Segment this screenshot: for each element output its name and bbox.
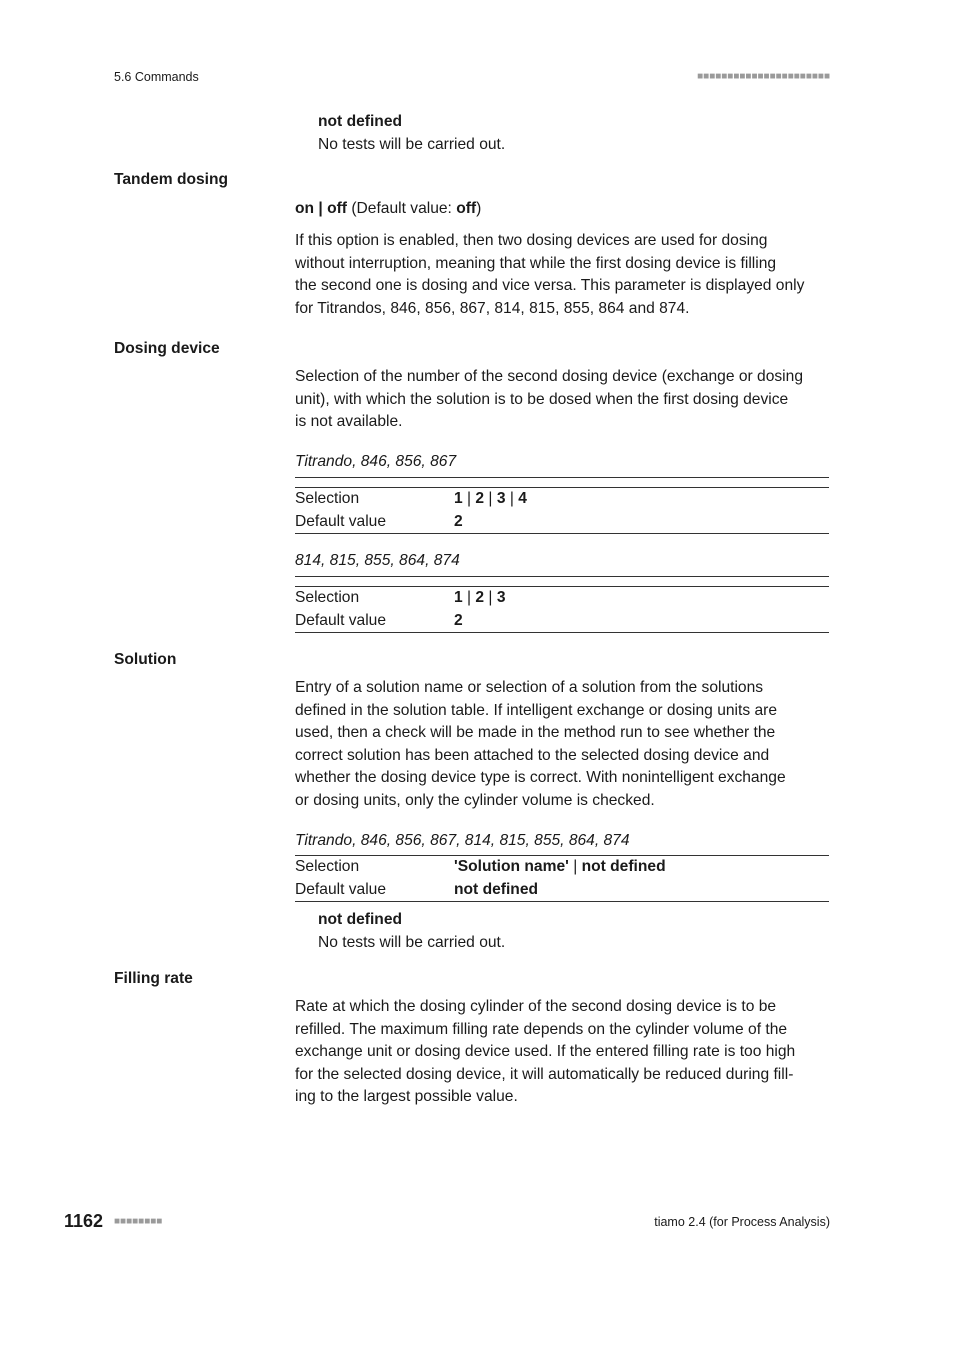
parameter-table [295, 855, 829, 902]
footer-dots: ■■■■■■■■ [114, 1216, 163, 1227]
table-row [295, 511, 829, 534]
row-value: 'Solution name' | not defined [454, 858, 666, 875]
option-term: not defined [318, 113, 403, 130]
row-label: Selection [295, 589, 360, 606]
parameter-table [295, 586, 829, 633]
row-label: Selection [295, 858, 360, 875]
row-label: Default value [295, 512, 387, 530]
row-value: not defined [454, 880, 539, 898]
section-heading-filling-rate: Filling rate [114, 970, 193, 987]
page-number: 1162 [64, 1211, 104, 1231]
row-label: Selection [295, 490, 360, 507]
tandem-description: If this option is enabled, then two dosing devices are used for dosing without interruption, meaning that while the first dosing device is filling the second one is dosing and vice versa. This parameter is displayed only for Titrandos, 846, 856, 867, 814, 815, 855, 864 and 874. [295, 232, 805, 317]
table-row [295, 587, 829, 610]
section-heading-tandem-dosing: Tandem dosing [114, 171, 229, 188]
row-label: Default value [295, 611, 387, 629]
section-heading-solution: Solution [114, 651, 177, 668]
table-caption: Titrando, 846, 856, 867, 814, 815, 855, 864, 874 [295, 832, 630, 849]
row-value: 2 [454, 512, 463, 530]
parameter-table [295, 487, 829, 534]
footer-product-name: tiamo 2.4 (for Process Analysis) [654, 1215, 830, 1229]
table-row [295, 856, 829, 879]
table-caption: 814, 815, 855, 864, 874 [295, 552, 460, 569]
table-top-rule [295, 477, 829, 478]
section-heading-dosing-device: Dosing device [114, 340, 220, 357]
filling-rate-description: Rate at which the dosing cylinder of the second dosing device is to be refilled. The maximum filling rate depends on the cylinder volume of the exchange unit or dosing device used. If the entered filling rate is too high for the selected dosing device, it will automatically be reduced during fill- ing to the largest possible value. [295, 998, 796, 1105]
running-header-dots: ■■■■■■■■■■■■■■■■■■■■■■ [697, 71, 830, 82]
option-term: not defined [318, 911, 403, 928]
row-value: 1 | 2 | 3 | 4 [454, 490, 527, 507]
row-value: 2 [454, 611, 463, 629]
row-value: 1 | 2 | 3 [454, 589, 506, 606]
table-row [295, 488, 829, 511]
row-label: Default value [295, 880, 387, 898]
table-caption: Titrando, 846, 856, 867 [295, 453, 457, 470]
tandem-options: on | off (Default value: off) [295, 200, 482, 217]
table-row [295, 610, 829, 633]
solution-description: Entry of a solution name or selection of a solution from the solutions defined in the solution table. If intelligent exchange or dosing units are used, then a check will be made in the method run to see whether the correct solution has been attached to the selected dosing device and whether the dosing device type is correct. With nonintelligent exchange or dosing units, only the cylinder volume is checked. [295, 679, 786, 809]
option-description: No tests will be carried out. [318, 934, 506, 951]
table-top-rule [295, 576, 829, 577]
running-header-section: 5.6 Commands [114, 70, 199, 84]
dosing-device-description: Selection of the number of the second dosing device (exchange or dosing unit), with which the solution is to be dosed when the first dosing device is not available. [295, 368, 803, 430]
table-row [295, 879, 829, 902]
option-description: No tests will be carried out. [318, 136, 506, 153]
